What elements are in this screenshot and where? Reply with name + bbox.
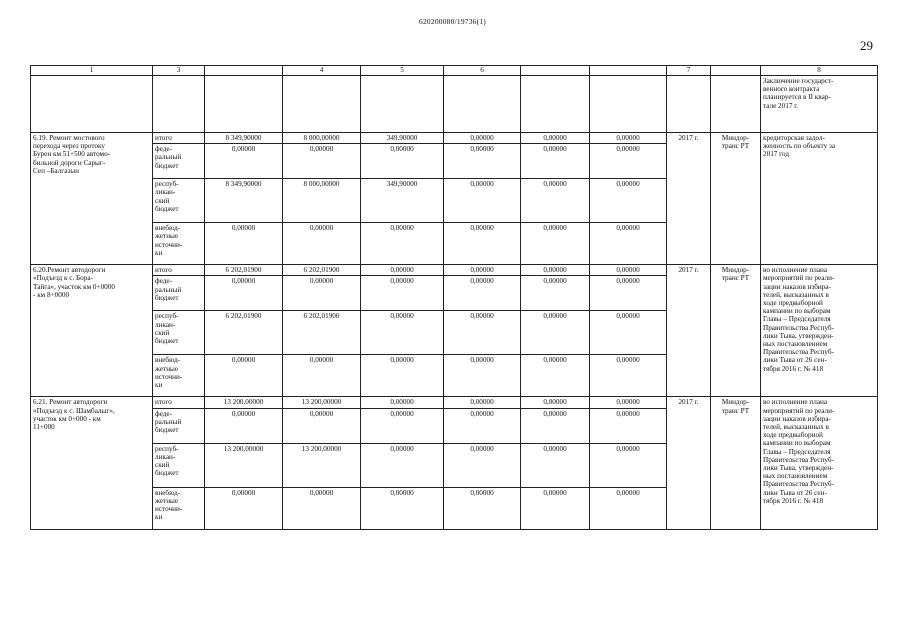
- amount-cell: 13 200,00000: [205, 397, 283, 408]
- amount-cell: 0,00000: [444, 144, 521, 179]
- amount-cell: 0,00000: [444, 311, 521, 355]
- funding-source: респуб- ликан- ский бюджет: [153, 311, 205, 355]
- amount-cell: 0,00000: [283, 276, 361, 311]
- funding-source: респуб- ликан- ский бюджет: [153, 179, 205, 223]
- amount-cell: 0,00000: [521, 276, 590, 311]
- amount-cell: 8 000,00000: [283, 133, 361, 144]
- completion-year: 2017 г.: [667, 397, 711, 529]
- amount-cell: 0,00000: [205, 408, 283, 443]
- amount-cell: 0,00000: [444, 265, 521, 276]
- amount-cell: 0,00000: [361, 487, 444, 529]
- column-header: [521, 66, 590, 76]
- column-number-row: [31, 66, 878, 76]
- column-header: 3: [153, 66, 205, 76]
- amount-cell: 0,00000: [361, 408, 444, 443]
- amount-cell: 0,00000: [590, 397, 667, 408]
- amount-cell: 0,00000: [361, 265, 444, 276]
- amount-cell: 0,00000: [590, 355, 667, 397]
- amount-cell: 0,00000: [283, 223, 361, 265]
- amount-cell: 0,00000: [444, 487, 521, 529]
- amount-cell: 0,00000: [590, 179, 667, 223]
- object-name: 6.21. Ремонт автодороги «Подъезд к с. Шамбалыг», участок км 0+000 - км 11+000: [31, 397, 153, 529]
- amount-cell: 0,00000: [444, 355, 521, 397]
- amount-cell: 0,00000: [590, 265, 667, 276]
- continuation-row: [31, 76, 878, 133]
- funding-source: феде- ральный бюджет: [153, 144, 205, 179]
- amount-cell: 0,00000: [444, 397, 521, 408]
- document-code: 620200080/19736(1): [419, 17, 486, 26]
- amount-cell: 0,00000: [444, 276, 521, 311]
- amount-cell: 0,00000: [444, 443, 521, 487]
- funding-source: итого: [153, 397, 205, 408]
- completion-year: 2017 г.: [667, 265, 711, 397]
- amount-cell: 0,00000: [205, 355, 283, 397]
- object-note: во исполнение плана мероприятий по реали- зации наказов избира- телей, высказанных в ходе предвыборной кампании по выборам Главы – Председателя Правительства Респуб- лики Тыва, утвержден- ных постановлением Правительства Респуб- лики Тыва от 26 сен- тября 2016 г. № 418: [761, 397, 878, 529]
- amount-cell: 0,00000: [590, 133, 667, 144]
- funding-source: внебюд- жетные источни- ки: [153, 487, 205, 529]
- amount-cell: 0,00000: [283, 408, 361, 443]
- amount-cell: 13 200,00000: [283, 397, 361, 408]
- amount-cell: 13 200,00000: [283, 443, 361, 487]
- amount-cell: 0,00000: [521, 397, 590, 408]
- amount-cell: 0,00000: [283, 144, 361, 179]
- amount-cell: 0,00000: [444, 408, 521, 443]
- amount-cell: 8 349,90000: [205, 179, 283, 223]
- amount-cell: 0,00000: [283, 487, 361, 529]
- funding-source: внебюд- жетные источни- ки: [153, 355, 205, 397]
- column-header: 5: [361, 66, 444, 76]
- amount-cell: 0,00000: [590, 144, 667, 179]
- amount-cell: 6 202,01900: [283, 265, 361, 276]
- amount-cell: 0,00000: [521, 487, 590, 529]
- amount-cell: 0,00000: [361, 223, 444, 265]
- column-header: [205, 66, 283, 76]
- amount-cell: 0,00000: [521, 144, 590, 179]
- amount-cell: 0,00000: [590, 487, 667, 529]
- amount-cell: 6 202,01900: [283, 311, 361, 355]
- amount-cell: 0,00000: [590, 276, 667, 311]
- funding-source: феде- ральный бюджет: [153, 276, 205, 311]
- amount-cell: 0,00000: [521, 311, 590, 355]
- amount-cell: 349,90000: [361, 179, 444, 223]
- object-total-row: [31, 133, 878, 144]
- funding-source: итого: [153, 133, 205, 144]
- amount-cell: 8 349,90000: [205, 133, 283, 144]
- table-body: [31, 66, 878, 530]
- column-header: 7: [667, 66, 711, 76]
- amount-cell: 0,00000: [590, 408, 667, 443]
- amount-cell: 0,00000: [521, 179, 590, 223]
- program-table: [30, 65, 878, 530]
- object-total-row: [31, 397, 878, 408]
- page-number: 29: [860, 38, 873, 53]
- column-header: 6: [444, 66, 521, 76]
- executor: Миндор- транс РТ: [711, 133, 761, 265]
- amount-cell: 0,00000: [361, 355, 444, 397]
- object-name: 6.20.Ремонт автодороги «Подъезд к с. Бора- Тайга», участок км 0+0000 - км 8+0000: [31, 265, 153, 397]
- amount-cell: 0,00000: [521, 443, 590, 487]
- amount-cell: 0,00000: [205, 223, 283, 265]
- object-total-row: [31, 265, 878, 276]
- funding-source: феде- ральный бюджет: [153, 408, 205, 443]
- amount-cell: 0,00000: [205, 276, 283, 311]
- object-note: во исполнение плана мероприятий по реали- зации наказов избира- телей, высказанных в ходе предвыборной кампании по выборам Главы – Председателя Правительства Респуб- лики Тыва, утвержден- ных постановлением Правительства Респуб- лики Тыва от 26 сен- тября 2016 г. № 418: [761, 265, 878, 397]
- amount-cell: 0,00000: [521, 355, 590, 397]
- amount-cell: 6 202,01900: [205, 311, 283, 355]
- funding-source: итого: [153, 265, 205, 276]
- amount-cell: 0,00000: [361, 443, 444, 487]
- amount-cell: 0,00000: [283, 355, 361, 397]
- executor: Миндор- транс РТ: [711, 397, 761, 529]
- amount-cell: 0,00000: [590, 311, 667, 355]
- amount-cell: 0,00000: [521, 223, 590, 265]
- column-header: [711, 66, 761, 76]
- amount-cell: 0,00000: [361, 311, 444, 355]
- continuation-note: Заключение государст- венного контракта планируется в II квар- тале 2017 г.: [761, 76, 878, 133]
- amount-cell: 0,00000: [521, 133, 590, 144]
- object-note: кредиторская задол- женность по объекту за 2017 год: [761, 133, 878, 265]
- amount-cell: 13 200,00000: [205, 443, 283, 487]
- amount-cell: 0,00000: [361, 144, 444, 179]
- amount-cell: 0,00000: [205, 487, 283, 529]
- funding-source: респуб- ликан- ский бюджет: [153, 443, 205, 487]
- column-header: 8: [761, 66, 878, 76]
- amount-cell: 0,00000: [590, 443, 667, 487]
- completion-year: 2017 г.: [667, 133, 711, 265]
- column-header: 1: [31, 66, 153, 76]
- amount-cell: 0,00000: [444, 179, 521, 223]
- amount-cell: 0,00000: [444, 223, 521, 265]
- amount-cell: 349,90000: [361, 133, 444, 144]
- amount-cell: 6 202,01900: [205, 265, 283, 276]
- object-name: 6.19. Ремонт мостового перехода через протоку Бурен км 51+500 автомо- бильной дороги Сарыг- Сеп –Балгазын: [31, 133, 153, 265]
- executor: Миндор- транс РТ: [711, 265, 761, 397]
- column-header: [590, 66, 667, 76]
- column-header: 4: [283, 66, 361, 76]
- amount-cell: 0,00000: [205, 144, 283, 179]
- amount-cell: 0,00000: [444, 133, 521, 144]
- amount-cell: 0,00000: [521, 265, 590, 276]
- amount-cell: 0,00000: [590, 223, 667, 265]
- amount-cell: 0,00000: [361, 397, 444, 408]
- funding-source: внебюд- жетные источни- ки: [153, 223, 205, 265]
- amount-cell: 0,00000: [521, 408, 590, 443]
- amount-cell: 0,00000: [361, 276, 444, 311]
- amount-cell: 8 000,00000: [283, 179, 361, 223]
